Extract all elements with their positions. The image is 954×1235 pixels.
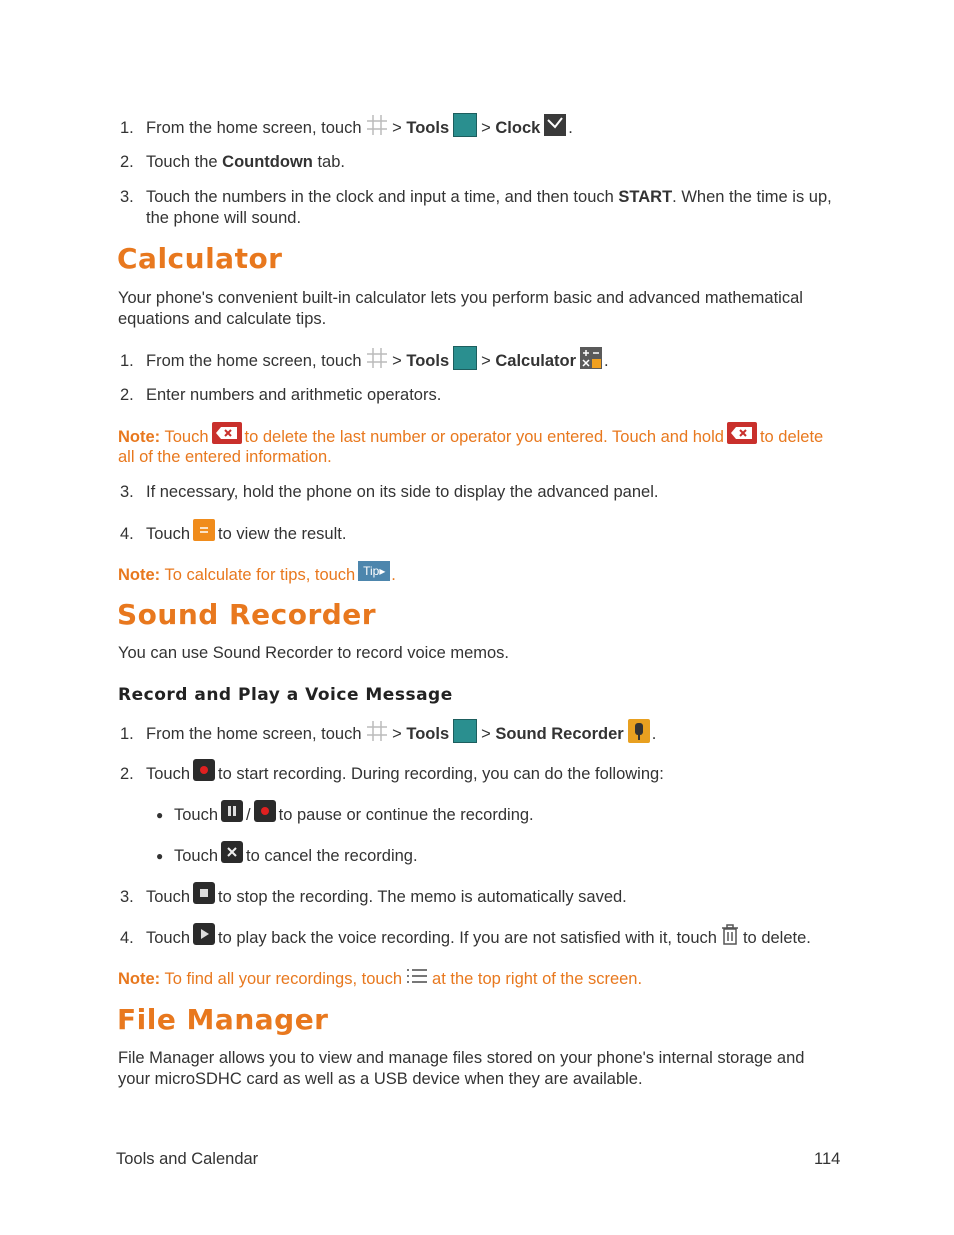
footer-page-number: 114 [814,1150,841,1168]
separator: > [481,119,491,137]
file-manager-intro: File Manager allows you to view and manage files stored on your phone's internal storage and your microSDHC card as well as a USB device when they are available. [118,1049,805,1088]
note-label: Note: [118,566,161,584]
calculator-label: Calculator [495,352,577,370]
bullet-dot: ● [156,808,164,822]
step-line: Touch the numbers in the clock and input a time, and then touch START. When the time is up, [146,188,832,206]
step-number: 1. [120,725,134,743]
file-manager-heading: File Manager [117,1003,329,1036]
calculator-app-icon [580,347,602,369]
step-line: Touch to view the result. [146,524,346,545]
sound-recorder-heading: Sound Recorder [117,598,377,631]
record-icon [254,800,276,822]
backspace-icon [212,422,242,444]
note-label: Note: [118,970,161,988]
step-line: Touch to stop the recording. The memo is automatically saved. [146,887,627,908]
step-number: 3. [120,888,134,906]
sound-recorder-intro: You can use Sound Recorder to record voice memos. [118,644,510,662]
step-number: 3. [120,483,134,501]
tools-folder-icon [453,346,477,370]
step-number: 4. [120,525,134,543]
trash-icon [721,924,739,946]
cancel-icon [221,841,243,863]
step-line: Touch to start recording. During recording, you can do the following: [146,764,664,785]
note: Note: To calculate for tips, touch Tip▸ . [118,565,838,585]
tools-label: Tools [406,119,450,137]
record-icon [193,759,215,781]
step-number: 2. [120,153,134,171]
tools-label: Tools [406,725,450,743]
play-icon [193,923,215,945]
equals-icon [193,519,215,541]
clock-label: Clock [495,119,541,137]
step-line: Enter numbers and arithmetic operators. [146,386,442,404]
record-play-subheading: Record and Play a Voice Message [118,685,453,705]
step-number: 1. [120,352,134,370]
bullet-dot: ● [156,849,164,863]
step-number: 3. [120,188,134,206]
sound-recorder-label: Sound Recorder [495,725,624,743]
apps-grid-icon [366,114,388,136]
step-number: 4. [120,929,134,947]
start-label: START [618,188,673,206]
separator: > [392,119,402,137]
step-line: Touch the Countdown tab. [146,153,345,171]
calculator-intro: Your phone's convenient built-in calculator lets you perform basic and advanced mathematical equations and calculate tips. [118,289,803,328]
tools-label: Tools [406,352,450,370]
note: Note: To find all your recordings, touch at the top right of the screen. [118,969,838,989]
note: Note: Touch to delete the last number or operator you entered. Touch and hold to delete all of the entered information. [118,427,838,467]
sound-recorder-app-icon [628,719,650,743]
tools-folder-icon [453,719,477,743]
step-line-cont: the phone will sound. [146,209,302,227]
bullet-line: Touch to cancel the recording. [174,846,418,867]
step-number: 2. [120,386,134,404]
backspace-icon [727,422,757,444]
calculator-heading: Calculator [117,242,283,275]
countdown-tab-label: Countdown [222,153,313,171]
step-line: If necessary, hold the phone on its side to display the advanced panel. [146,483,659,501]
bullet-line: Touch / to pause or continue the recording. [174,805,534,826]
tools-folder-icon [453,113,477,137]
clock-app-icon [544,114,566,136]
list-icon [406,966,428,986]
step-line: From the home screen, touch > Tools > Calculator . [146,351,609,372]
step-number: 2. [120,765,134,783]
note-label: Note: [118,428,161,446]
tip-icon: Tip▸ [358,561,390,581]
apps-grid-icon [366,720,388,742]
stop-icon [193,882,215,904]
pause-icon [221,800,243,822]
step-number: 1. [120,119,134,137]
footer-section-title: Tools and Calendar [116,1150,259,1168]
apps-grid-icon [366,347,388,369]
step-line: Touch to play back the voice recording. If you are not satisfied with it, touch to delete. [146,928,811,949]
step-line: From the home screen, touch > Tools > Sound Recorder . [146,724,656,745]
step-line: From the home screen, touch > Tools > Clock . [146,118,573,139]
step-text: From the home screen, touch [146,119,362,137]
